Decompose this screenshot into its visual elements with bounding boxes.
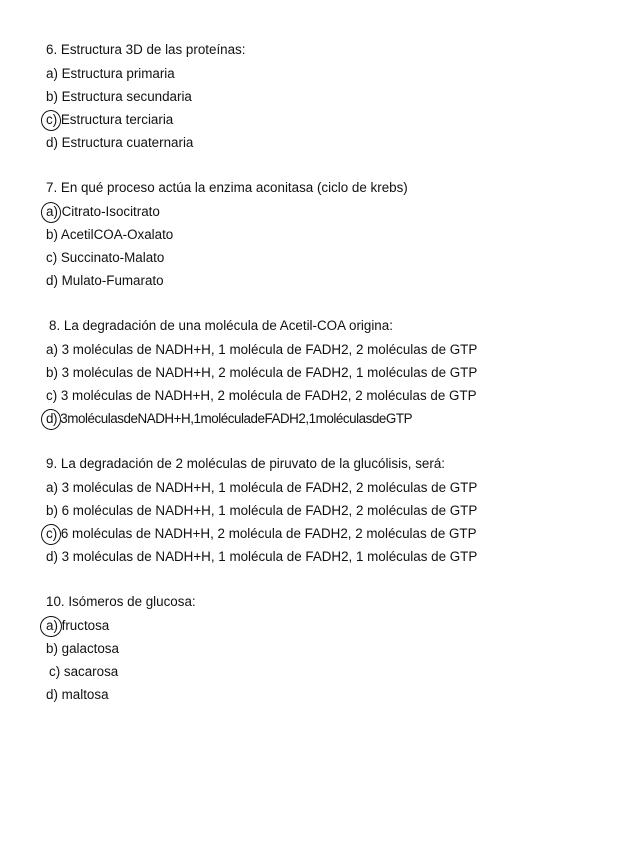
question-6-option-d: d) Estructura cuaternaria xyxy=(46,135,194,150)
question-10-option-b: b) galactosa xyxy=(46,641,119,656)
question-6-option-a: a) Estructura primaria xyxy=(46,66,175,81)
question-10-option-c: c) sacarosa xyxy=(49,664,119,679)
question-7-option-b: b) AcetilCOA-Oxalato xyxy=(46,227,174,242)
question-8-option-c: c) 3 moléculas de NADH+H, 2 molécula de FADH2, 2 moléculas de GTP xyxy=(46,388,477,403)
question-7-option-a: a) Citrato-Isocitrato xyxy=(46,204,160,219)
question-10-option-d: d) maltosa xyxy=(46,687,109,702)
question-8-option-b: b) 3 moléculas de NADH+H, 2 molécula de FADH2, 1 moléculas de GTP xyxy=(46,365,478,380)
question-7-title: 7. En qué proceso actúa la enzima aconitasa (ciclo de krebs) xyxy=(46,180,408,195)
question-9-option-c: c) 6 moléculas de NADH+H, 2 molécula de FADH2, 2 moléculas de GTP xyxy=(46,526,477,541)
question-9-option-a: a) 3 moléculas de NADH+H, 1 molécula de FADH2, 2 moléculas de GTP xyxy=(46,480,478,495)
question-10-title: 10. Isómeros de glucosa: xyxy=(46,594,196,609)
question-7-option-c: c) Succinato-Malato xyxy=(46,250,165,265)
question-9-option-b: b) 6 moléculas de NADH+H, 1 molécula de FADH2, 2 moléculas de GTP xyxy=(46,503,478,518)
question-10-option-a: a) fructosa xyxy=(46,618,110,633)
question-9-option-d: d) 3 moléculas de NADH+H, 1 molécula de FADH2, 1 moléculas de GTP xyxy=(46,549,478,564)
question-6-option-b: b) Estructura secundaria xyxy=(46,89,192,104)
question-8-title: 8. La degradación de una molécula de Acetil-COA origina: xyxy=(49,318,393,333)
question-8-option-a: a) 3 moléculas de NADH+H, 1 molécula de FADH2, 2 moléculas de GTP xyxy=(46,342,478,357)
question-7-option-d: d) Mulato-Fumarato xyxy=(46,273,164,288)
question-6-option-c: c) Estructura terciaria xyxy=(46,112,174,127)
question-9-title: 9. La degradación de 2 moléculas de piruvato de la glucólisis, será: xyxy=(46,456,445,471)
question-8-option-d: d) 3moléculasdeNADH+H,1moléculadeFADH2,1moléculasdeGTP xyxy=(46,411,413,426)
question-6-title: 6. Estructura 3D de las proteínas: xyxy=(46,42,246,57)
